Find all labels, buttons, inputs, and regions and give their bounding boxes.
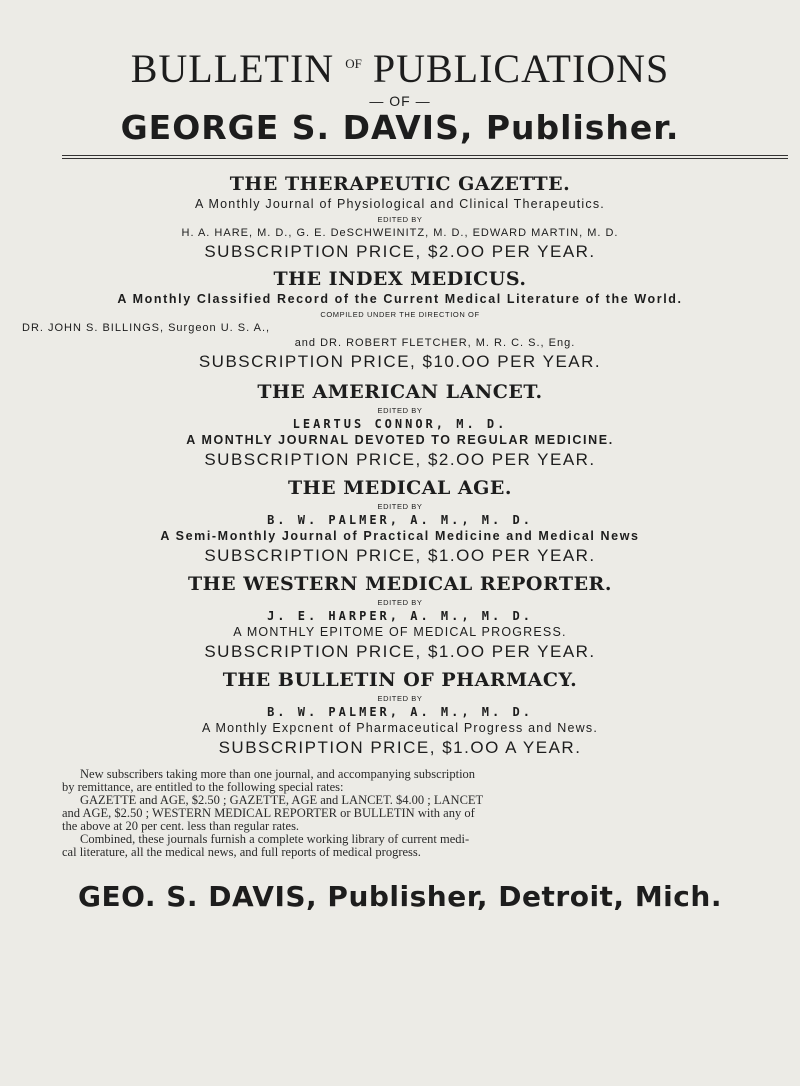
journal-title: THE BULLETIN OF PHARMACY.: [222, 669, 578, 691]
journal-medical-age: [0, 476, 800, 567]
notes-line: GAZETTE and AGE, $2.50 ; GAZETTE, AGE and LANCET. $4.00 ; LANCET: [80, 793, 484, 807]
journal-editors: B. W. PALMER, A. M., M. D.: [267, 705, 533, 719]
subscription-price: SUBSCRIPTION PRICE, $2.OO PER YEAR.: [204, 242, 596, 261]
journal-title: THE AMERICAN LANCET.: [257, 381, 543, 403]
subscription-price: SUBSCRIPTION PRICE, $1.OO PER YEAR.: [204, 642, 596, 661]
journal-title: THE MEDICAL AGE.: [288, 477, 512, 499]
of-line: — OF —: [369, 93, 431, 109]
subscription-price: SUBSCRIPTION PRICE, $1.OO PER YEAR.: [204, 546, 596, 565]
subscription-price: SUBSCRIPTION PRICE, $1.OO A YEAR.: [218, 738, 582, 757]
journal-description: A Semi-Monthly Journal of Practical Medicine and Medical News: [160, 529, 640, 543]
top-rule-2: [62, 158, 788, 159]
journal-editors-line1: DR. JOHN S. BILLINGS, Surgeon U. S. A.,: [22, 322, 271, 334]
masthead-title: [0, 42, 800, 91]
edited-label: EDITED BY: [377, 406, 423, 415]
journal-description: A MONTHLY EPITOME OF MEDICAL PROGRESS.: [233, 625, 567, 639]
subscription-price: SUBSCRIPTION PRICE, $10.OO PER YEAR.: [198, 352, 602, 371]
publisher-heading: GEORGE S. DAVIS, Publisher.: [120, 108, 680, 147]
journal-description: A MONTHLY JOURNAL DEVOTED TO REGULAR MEDICINE.: [186, 433, 614, 447]
notes-line: cal literature, all the medical news, and full reports of medical progress.: [62, 845, 421, 859]
notes-line: the above at 20 per cent. less than regular rates.: [62, 819, 300, 833]
journal-editors: LEARTUS CONNOR, M. D.: [292, 417, 508, 431]
edited-label: EDITED BY: [377, 502, 423, 511]
journal-american-lancet: [0, 380, 800, 471]
subscription-price: SUBSCRIPTION PRICE, $2.OO PER YEAR.: [204, 450, 596, 469]
masthead-word-publications: PUBLICATIONS: [372, 46, 670, 91]
footer-publisher: GEO. S. DAVIS, Publisher, Detroit, Mich.: [78, 880, 722, 913]
masthead-of: OF: [345, 56, 362, 71]
journal-title: THE WESTERN MEDICAL REPORTER.: [188, 573, 612, 595]
journal-description: A Monthly Classified Record of the Current Medical Literature of the World.: [117, 292, 683, 306]
notes-line: Combined, these journals furnish a complete working library of current medi-: [80, 832, 470, 846]
journal-bulletin-of-pharmacy: [0, 668, 800, 759]
journal-title: THE INDEX MEDICUS.: [273, 268, 527, 290]
journal-editors: J. E. HARPER, A. M., M. D.: [267, 609, 533, 623]
edited-label: EDITED BY: [377, 694, 423, 703]
journal-western-medical-reporter: [0, 572, 800, 663]
masthead-word-bulletin: BULLETIN: [130, 46, 335, 91]
top-rule: [62, 155, 788, 156]
edited-label: EDITED BY: [377, 598, 423, 607]
subscription-notes: [62, 768, 792, 859]
journal-editors: B. W. PALMER, A. M., M. D.: [267, 513, 533, 527]
edited-label: COMPILED UNDER THE DIRECTION OF: [320, 310, 480, 319]
edited-label: EDITED BY: [377, 215, 423, 224]
journal-editors-line2: and DR. ROBERT FLETCHER, M. R. C. S., Eng.: [294, 337, 576, 349]
journal-description: A Monthly Journal of Physiological and Clinical Therapeutics.: [195, 197, 605, 211]
journal-description: A Monthly Expcnent of Pharmaceutical Progress and News.: [201, 721, 599, 735]
journal-index-medicus: [0, 267, 800, 373]
notes-line: New subscribers taking more than one journal, and accompanying subscription: [80, 767, 476, 781]
journal-editors: H. A. HARE, M. D., G. E. DeSCHWEINITZ, M. D., EDWARD MARTIN, M. D.: [181, 227, 619, 239]
journal-title: THE THERAPEUTIC GAZETTE.: [229, 173, 571, 195]
journal-therapeutic-gazette: [0, 172, 800, 263]
notes-line: by remittance, are entitled to the following special rates:: [62, 780, 344, 794]
notes-line: and AGE, $2.50 ; WESTERN MEDICAL REPORTER or BULLETIN with any of: [62, 806, 475, 820]
